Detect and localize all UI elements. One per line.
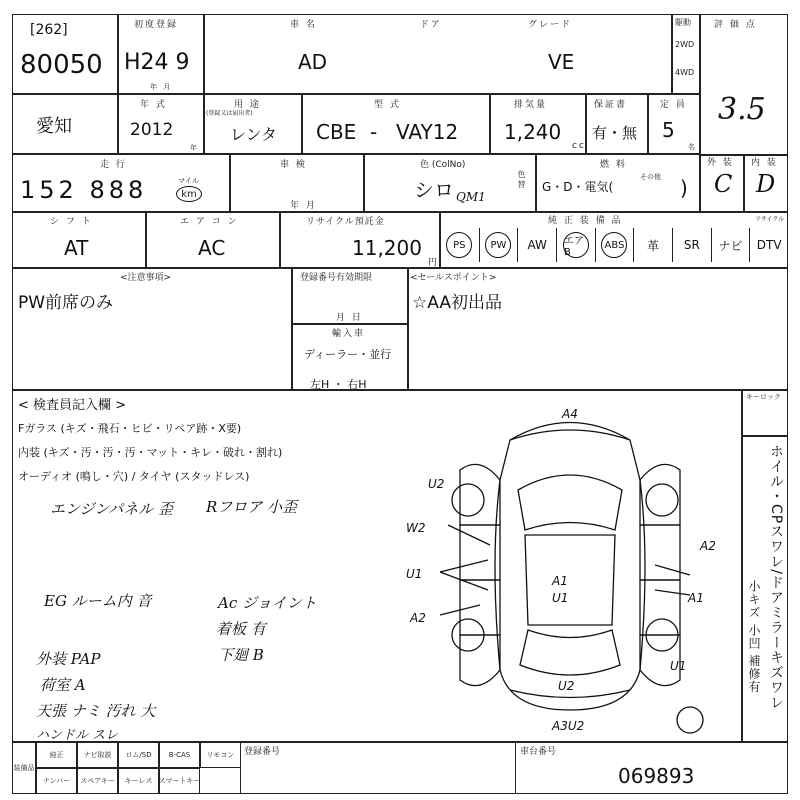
fuel-other: その他: [640, 173, 661, 181]
color-change-label: 色替: [517, 170, 526, 190]
capacity-unit: 名: [688, 143, 697, 151]
shift-label: シ フ ト: [50, 217, 93, 227]
handwritten-note: 天張 ナミ 汚れ 大: [36, 702, 156, 720]
damage-mark: A2: [700, 539, 716, 553]
mileage-label: 走 行: [100, 160, 127, 170]
equipment-item: [440, 228, 479, 262]
handwritten-note: ハンドル スレ: [36, 728, 119, 743]
fuel: G・D・電気(: [542, 180, 614, 194]
warranty: 有・無: [592, 124, 638, 142]
damage-mark: A3U2: [552, 719, 585, 733]
first-reg-label: 初度登録: [134, 20, 179, 30]
equipment-label: 純 正 装 備 品: [548, 216, 623, 226]
inspection-label: 車 検: [280, 160, 307, 170]
displacement: 1,240: [504, 120, 562, 144]
aircon: AC: [198, 236, 226, 260]
footer-equipment-cell: 装備品: [12, 742, 36, 794]
year-unit: 年: [190, 144, 199, 152]
inspector-line3: オーディオ (鳴し・穴) / タイヤ (スタッドレス): [18, 470, 250, 483]
damage-mark: W2: [406, 521, 426, 535]
chassis: 069893: [618, 764, 695, 788]
handwritten-note: 下廻 B: [218, 646, 264, 664]
first-reg: H24 9: [124, 50, 190, 75]
registration-units: 月 日: [336, 313, 363, 323]
car-roof: [525, 535, 615, 625]
capacity: 5: [662, 118, 675, 142]
handwritten-note: 着板 有: [216, 620, 266, 638]
damage-mark: U1: [670, 659, 687, 673]
type-label: 型 式: [374, 100, 401, 110]
car-door-panel: [640, 525, 680, 580]
car-body-outline: [495, 423, 645, 711]
type-prefix: CBE: [316, 120, 357, 144]
displacement-label: 排気量: [514, 100, 548, 110]
drive-4wd: 4WD: [675, 68, 695, 77]
steering: 左H ・ 右H: [310, 378, 367, 391]
equipment-item: [595, 228, 634, 262]
color: シロ: [414, 178, 454, 202]
capacity-label: 定 員: [660, 100, 687, 110]
handwritten-note: エンジンパネル 歪: [50, 500, 173, 518]
damage-mark: A1: [552, 574, 568, 588]
usage-label: 用 途: [234, 100, 261, 110]
damage-pointer: [655, 590, 690, 595]
reg-no-box: [240, 742, 516, 794]
exterior: C: [714, 170, 733, 198]
footer-equipment-cell: ナビ取説: [77, 742, 118, 768]
equipment-item-label: SR: [683, 238, 700, 252]
inspector-line1: Fガラス (キズ・飛石・ヒビ・リペア跡・X要): [18, 422, 242, 435]
equipment-item-label: PS: [446, 232, 472, 258]
handwritten-note: 荷室 A: [40, 676, 86, 694]
door-label: ドア: [420, 20, 442, 30]
spare-wheel: [677, 707, 703, 733]
car-damage-diagram: [400, 400, 740, 740]
car-windshield: [518, 475, 622, 530]
side-vertical-note: 小キズ 小凹 補修有: [747, 580, 761, 694]
fuel-close: ): [680, 176, 688, 200]
exterior-label: 外 装: [707, 158, 734, 168]
sales: ☆AA初出品: [412, 293, 502, 313]
lot-number: 80050: [20, 50, 103, 80]
first-reg-units: 年 月: [150, 83, 173, 91]
equipment-item: [479, 228, 518, 262]
mileage-unit-mile: マイル: [178, 177, 199, 185]
equipment-item: [556, 228, 595, 262]
recycle: 11,200: [352, 236, 422, 260]
equipment-item-label: エアB: [563, 232, 589, 258]
damage-mark: U2: [558, 679, 575, 693]
equipment-item: [749, 228, 788, 262]
mileage-unit-km: km: [176, 186, 202, 202]
side-vertical-note: ホイル・CPスワレ/ドアミラーキズワレ: [768, 444, 784, 710]
region: 愛知: [36, 116, 72, 137]
equipment-item: [633, 228, 672, 262]
footer-equipment-cell: キーレス: [118, 768, 159, 794]
top-code: [262]: [30, 22, 68, 38]
caution-label: <注意事項>: [120, 273, 172, 283]
usage-sub: (登録又は届出者): [206, 110, 253, 117]
caution-box: [12, 268, 292, 390]
fuel-label: 燃 料: [600, 160, 627, 170]
wheel-front-left: [452, 484, 484, 516]
damage-mark: A2: [410, 611, 426, 625]
handwritten-note: EG ルーム内 音: [44, 592, 152, 610]
color-label: 色 (ColNo): [420, 160, 466, 170]
type-code: VAY12: [396, 120, 459, 144]
inspection-units: 年 月: [290, 201, 317, 211]
model-name-label: 車 名: [290, 20, 317, 30]
damage-mark: A4: [562, 407, 578, 421]
key-label: キーロック: [746, 393, 781, 401]
drive-2wd: 2WD: [675, 40, 695, 49]
import-value: ディーラー・並行: [304, 348, 392, 361]
usage: レンタ: [230, 125, 277, 144]
drive-label: 駆動: [675, 18, 691, 27]
handwritten-note: Rフロア 小歪: [206, 498, 298, 516]
shift: AT: [64, 236, 89, 260]
chassis-label: 車台番号: [520, 747, 557, 757]
equipment-item: [711, 228, 750, 262]
mileage: 152 888: [20, 176, 148, 204]
score: 3.5: [718, 92, 766, 127]
damage-mark: A1: [688, 591, 704, 605]
footer-equipment-cell: スマートキー: [159, 768, 200, 794]
damage-mark: U2: [428, 477, 445, 491]
aircon-label: エ ア コ ン: [180, 217, 239, 227]
registration-label: 登録番号有効期限: [300, 273, 373, 283]
car-left-rear-fender: [460, 635, 500, 686]
color-code: QM1: [456, 190, 486, 204]
recycle-corner-label: リサイクル: [755, 216, 785, 223]
damage-mark: U1: [406, 567, 423, 581]
damage-pointer: [440, 560, 488, 572]
sales-box: [408, 268, 788, 390]
displacement-unit: cc: [572, 141, 586, 151]
equipment-item-label: PW: [485, 232, 511, 258]
footer-equipment-cell: リモコン: [200, 742, 241, 768]
score-box: [700, 14, 788, 156]
damage-pointer: [448, 525, 490, 545]
footer-equipment-cell: B-CAS: [159, 742, 200, 768]
handwritten-note: 外装 PAP: [36, 650, 101, 668]
recycle-unit: 円: [428, 258, 440, 268]
inspector-line2: 内装 (キズ・汚・汚・汚・マット・キレ・破れ・割れ): [18, 446, 283, 459]
import-label: 輸入車: [332, 329, 366, 339]
damage-mark: U1: [552, 591, 569, 605]
grade-label: グレード: [528, 20, 573, 30]
handwritten-note: Ac ジョイント: [218, 594, 317, 612]
wheel-front-right: [646, 484, 678, 516]
car-rear-window: [520, 630, 620, 675]
caution: PW前席のみ: [18, 293, 114, 313]
model-name: AD: [298, 50, 328, 74]
equipment-item-label: DTV: [756, 238, 782, 252]
car-door-panel: [460, 580, 500, 635]
damage-pointer: [440, 572, 488, 590]
equipment-item-label: ABS: [601, 232, 627, 258]
interior: D: [756, 170, 776, 198]
equipment-item: [517, 228, 556, 262]
type-dash: -: [370, 120, 378, 144]
inspector-label: < 検査員記入欄 >: [18, 398, 127, 413]
interior-label: 内 装: [751, 158, 778, 168]
footer-equipment-cell: ナンバー: [36, 768, 77, 794]
car-door-panel: [640, 580, 680, 635]
score-label: 評 価 点: [714, 20, 757, 30]
year: 2012: [130, 120, 174, 140]
grade: VE: [548, 50, 575, 74]
equipment-item-label: ナビ: [718, 238, 743, 253]
footer-equipment-cell: 純正: [36, 742, 77, 768]
recycle-label: リサイクル預託金: [306, 217, 385, 227]
reg-no-label: 登録番号: [244, 747, 281, 757]
equipment-item-label: 革: [647, 238, 660, 253]
sales-label: <セールスポイント>: [410, 273, 497, 283]
footer-equipment-cell: スペアキー: [77, 768, 118, 794]
equipment-item-label: AW: [527, 238, 547, 252]
warranty-label: 保証書: [594, 100, 628, 110]
damage-pointer: [655, 565, 690, 575]
year-label: 年 式: [140, 100, 167, 110]
footer-equipment-cell: ロム/SD: [118, 742, 159, 768]
equipment-item: [672, 228, 711, 262]
